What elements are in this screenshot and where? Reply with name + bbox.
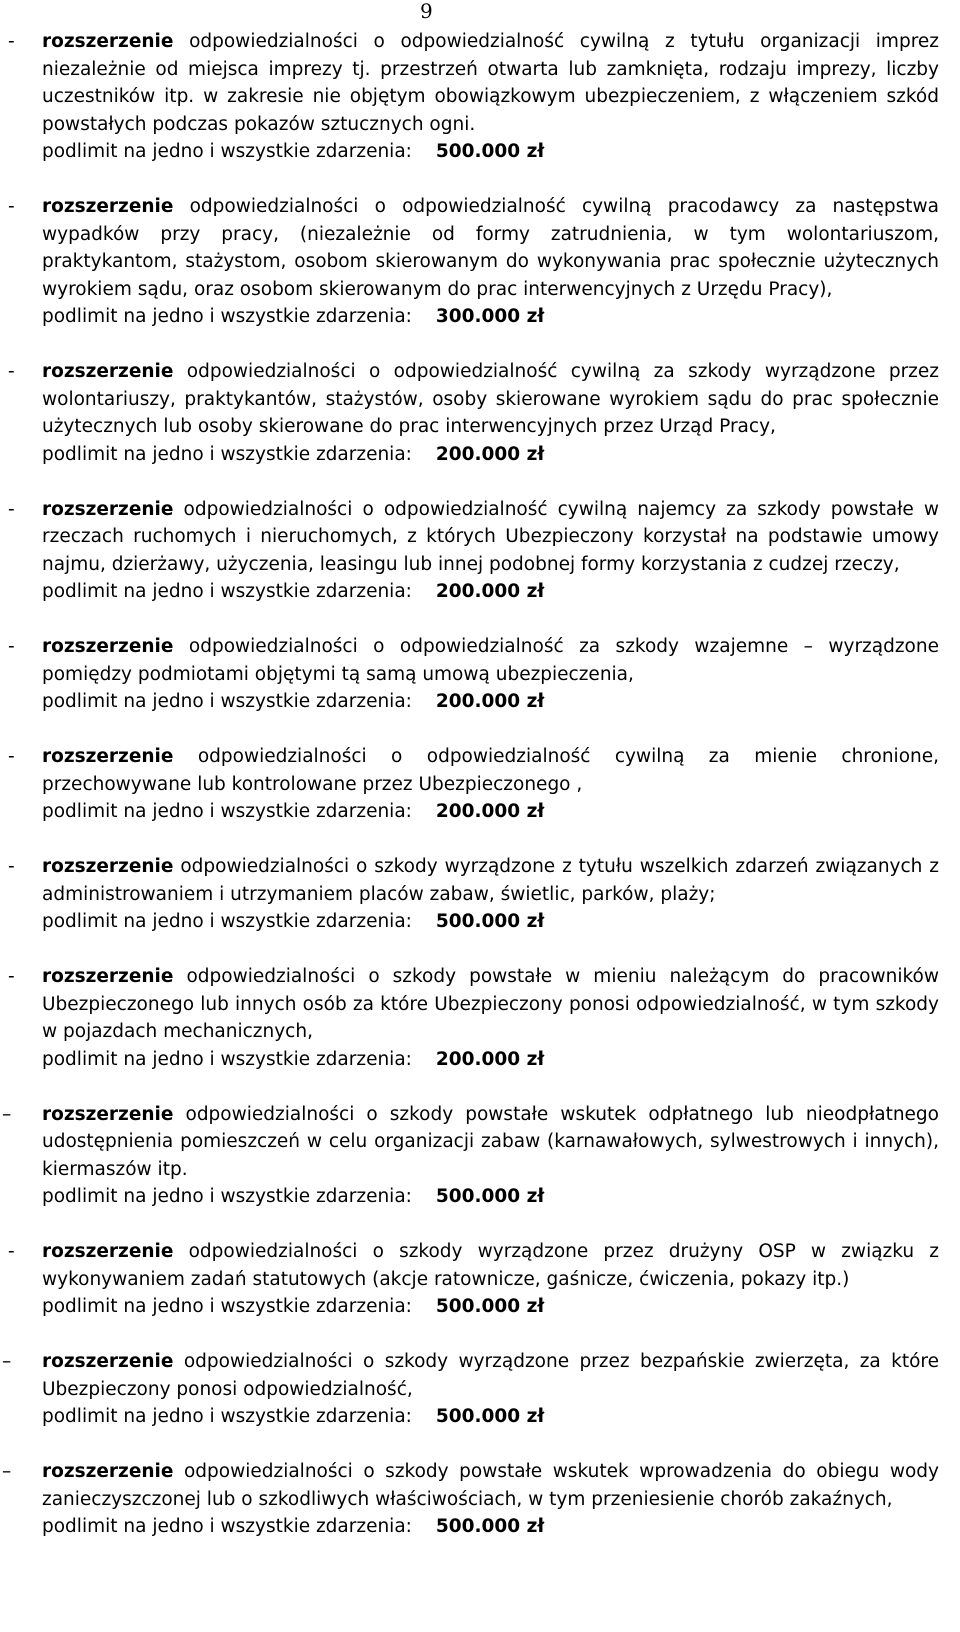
item-body [42,1238,939,1293]
coverage-extension-item [0,1348,960,1431]
sublimit-amount: 200.000 zł [435,801,545,822]
sublimit-amount: 200.000 zł [435,691,545,712]
sublimit-label: podlimit na jedno i wszystkie zdarzenia: [42,1048,412,1070]
sublimit-amount: 500.000 zł [435,1296,545,1317]
list-marker: – [2,1461,12,1482]
sublimit-label: podlimit na jedno i wszystkie zdarzenia: [42,801,412,822]
sublimit-label: podlimit na jedno i wszystkie zdarzenia: [42,581,412,602]
item-body [42,28,939,138]
coverage-extension-item [0,743,960,826]
extension-keyword: rozszerzenie [42,361,174,382]
item-body [42,633,939,688]
coverage-extension-item [0,496,960,606]
sublimit-amount: 500.000 zł [435,1406,545,1427]
extension-description: odpowiedzialności o odpowiedzialność cywilną najemcy za szkody powstałe w rzeczach ruchomych i nieruchomych, z których Ubezpieczony korzystał na podstawie umowy najmu, dzierżawy, użyczenia, leasingu lub innej podobnej formy korzystania z cudzej rzeczy, [42,498,939,575]
sublimit-amount: 200.000 zł [435,443,545,465]
coverage-extension-item [0,963,960,1073]
coverage-extension-item [0,28,960,166]
sublimit-amount: 500.000 zł [435,141,545,162]
item-body [42,496,939,579]
extension-keyword: rozszerzenie [42,196,174,217]
sublimit-line [42,1293,939,1321]
sublimit-line [42,1183,939,1211]
sublimit-amount: 300.000 zł [435,306,545,327]
item-body [42,1458,939,1513]
extension-description: odpowiedzialności o odpowiedzialność cywilną z tytułu organizacji imprez niezależnie od miejsca imprezy tj. przestrzeń otwarta lub zamknięta, rodzaju imprezy, liczby uczestników itp. w zakresie nie objętym obowiązkowym ubezpieczeniem, z włączeniem szkód powstałych podczas pokazów sztucznych ogni. [42,31,939,135]
sublimit-amount: 500.000 zł [435,1186,545,1207]
sublimit-label: podlimit na jedno i wszystkie zdarzenia: [42,1186,412,1207]
sublimit-line [42,441,939,469]
extension-keyword: rozszerzenie [42,1241,174,1262]
sublimit-label: podlimit na jedno i wszystkie zdarzenia: [42,691,412,712]
sublimit-line [42,138,939,166]
sublimit-line [42,1046,939,1074]
sublimit-line [42,1513,939,1541]
list-marker: - [8,746,15,767]
sublimit-label: podlimit na jedno i wszystkie zdarzenia: [42,1296,412,1317]
sublimit-line [42,688,939,716]
extension-keyword: rozszerzenie [42,31,174,52]
sublimit-amount: 200.000 zł [435,581,545,602]
list-marker: - [8,196,15,217]
list-marker: - [8,361,15,382]
item-body [42,743,939,798]
extension-keyword: rozszerzenie [42,1351,174,1372]
list-marker: – [2,1351,12,1372]
item-body [42,963,939,1046]
sublimit-line [42,908,939,936]
extension-description: odpowiedzialności o szkody wyrządzone z tytułu wszelkich zdarzeń związanych z administrowaniem i utrzymaniem placów zabaw, świetlic, parków, plaży; [42,856,939,905]
extension-description: odpowiedzialności o odpowiedzialność cywilną za szkody wyrządzone przez wolontariuszy, praktykantów, stażystów, osoby skierowane wyrokiem sądu do prac społecznie użytecznych lub osoby skierowane do prac interwencyjnych przez Urząd Pracy, [42,361,939,437]
sublimit-label: podlimit na jedno i wszystkie zdarzenia: [42,911,412,932]
coverage-extension-item [0,358,960,468]
extension-description: odpowiedzialności o odpowiedzialność za szkody wzajemne – wyrządzone pomiędzy podmiotami objętymi tą samą umową ubezpieczenia, [42,636,939,685]
coverage-extension-list [0,28,960,1568]
item-body [42,853,939,908]
sublimit-label: podlimit na jedno i wszystkie zdarzenia: [42,1406,412,1427]
item-body [42,1101,939,1184]
sublimit-label: podlimit na jedno i wszystkie zdarzenia: [42,1516,412,1537]
sublimit-amount: 500.000 zł [435,1516,545,1537]
list-marker: - [8,31,15,52]
coverage-extension-item [0,1101,960,1211]
sublimit-line [42,578,939,606]
extension-keyword: rozszerzenie [42,1103,174,1125]
item-body [42,193,939,303]
sublimit-line [42,303,939,331]
coverage-extension-item [0,1238,960,1321]
sublimit-line [42,1403,939,1431]
list-marker: - [8,1241,15,1262]
item-body [42,1348,939,1403]
extension-keyword: rozszerzenie [42,1461,174,1482]
coverage-extension-item [0,853,960,936]
list-marker: - [8,636,15,657]
sublimit-line [42,798,939,826]
sublimit-amount: 200.000 zł [435,1048,545,1070]
list-marker: - [8,498,15,520]
extension-keyword: rozszerzenie [42,856,174,877]
coverage-extension-item [0,633,960,716]
extension-keyword: rozszerzenie [42,966,174,987]
list-marker: - [8,856,15,877]
extension-description: odpowiedzialności o szkody wyrządzone przez drużyny OSP w związku z wykonywaniem zadań statutowych (akcje ratownicze, gaśnicze, ćwiczenia, pokazy itp.) [42,1241,939,1290]
coverage-extension-item [0,1458,960,1541]
extension-keyword: rozszerzenie [42,746,174,767]
page-number: 9 [420,0,433,23]
sublimit-label: podlimit na jedno i wszystkie zdarzenia: [42,141,412,162]
sublimit-label: podlimit na jedno i wszystkie zdarzenia: [42,443,412,465]
sublimit-label: podlimit na jedno i wszystkie zdarzenia: [42,306,412,327]
extension-description: odpowiedzialności o szkody powstałe wskutek odpłatnego lub nieodpłatnego udostępnienia pomieszczeń w celu organizacji zabaw (karnawałowych, sylwestrowych i innych), kiermaszów itp. [42,1103,939,1180]
list-marker: - [8,966,15,987]
extension-description: odpowiedzialności o odpowiedzialność cywilną pracodawcy za następstwa wypadków przy pracy, (niezależnie od formy zatrudnienia, w tym wolontariuszom, praktykantom, stażystom, osobom skierowanym do wykonywania prac społecznie użytecznych wyrokiem sądu, oraz osobom skierowanym do prac interwencyjnych z Urzędu Pracy), [42,196,939,300]
extension-keyword: rozszerzenie [42,636,174,657]
extension-description: odpowiedzialności o szkody powstałe wskutek wprowadzenia do obiegu wody zanieczyszczonej lub o szkodliwych właściwościach, w tym przeniesienie chorób zakaźnych, [42,1461,939,1510]
extension-description: odpowiedzialności o szkody wyrządzone przez bezpańskie zwierzęta, za które Ubezpieczony ponosi odpowiedzialność, [42,1351,940,1400]
sublimit-amount: 500.000 zł [435,911,545,932]
list-marker: – [2,1103,12,1125]
item-body [42,358,939,441]
extension-description: odpowiedzialności o odpowiedzialność cywilną za mienie chronione, przechowywane lub kontrolowane przez Ubezpieczonego , [42,746,939,795]
coverage-extension-item [0,193,960,331]
extension-keyword: rozszerzenie [42,498,174,520]
extension-description: odpowiedzialności o szkody powstałe w mieniu należącym do pracowników Ubezpieczonego lub innych osób za które Ubezpieczony ponosi odpowiedzialność, w tym szkody w pojazdach mechanicznych, [42,966,940,1042]
